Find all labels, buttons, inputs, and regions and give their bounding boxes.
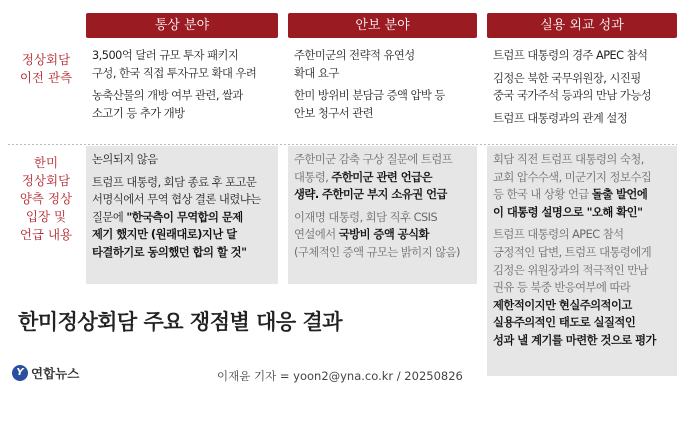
row-label-before: 정상회담 이전 관측: [19, 52, 73, 85]
cell-paragraph: 김정은 북한 국무위원장, 시진핑 중국 국가주석 등과의 만남 가능성: [493, 71, 652, 103]
cell-before-diplomacy: [487, 42, 677, 142]
cell-paragraph: 주한미군 감축 구상 질문에 트럼프 대통령, 주한미군 관련 언급은 생략. 주한미군 부지 소유권 언급: [294, 153, 453, 202]
header-diplomacy: 실용 외교 성과: [487, 13, 677, 38]
cell-paragraph: 트럼프 대통령과의 관계 설정: [493, 111, 628, 125]
cell-paragraph: 주한미군의 전략적 유연성 확대 요구: [294, 49, 415, 80]
header-security: 안보 분야: [288, 13, 477, 38]
cell-paragraph: 3,500억 달러 규모 투자 패키지 구성, 한국 직접 투자규모 확대 우려: [92, 49, 257, 80]
credit-line: 이재윤 기자 = yoon2@yna.co.kr / 20250826: [217, 369, 463, 383]
cell-paragraph: 트럼프 대통령, 회담 종료 후 포고문 서명식에서 무역 협상 결론 내렸냐는 질문에 "한국측이 무역합의 문제 제기 했지만 (원래대로)지난 달 타결하기로 동의했던 합의 할 것": [92, 175, 261, 259]
logo-text: 연합뉴스: [31, 366, 80, 381]
cell-paragraph: 이재명 대통령, 회담 직후 CSIS 연설에서 국방비 증액 공식화 (구체적인 증액 규모는 밝히지 않음): [294, 210, 460, 259]
logo-icon: Y: [12, 365, 28, 381]
cell-before-security: [288, 42, 477, 142]
cell-summit-trade: [86, 146, 278, 284]
page-title: 한미정상회담 주요 쟁점별 대응 결과: [18, 310, 343, 334]
cell-paragraph: 회담 직전 트럼프 대통령의 숙청, 교회 압수수색, 미군기지 정보수집 등 한국 내 상황 언급 돌출 발언에 이 대통령 설명으로 "오해 확인": [493, 153, 652, 219]
cell-summit-security: [288, 146, 477, 284]
cell-paragraph: 트럼프 대통령의 APEC 참석 긍정적인 답변, 트럼프 대통령에게 김정은 위원장과의 적극적인 만남 권유 등 북중 반응여부에 따라 제한적이지만 현실주의적이고 실용주의적인 태도로 실질적인 성과 낼 계기를 마련한 것으로 평가: [493, 228, 656, 347]
row-label-summit: 한미 정상회담 양측 정상 입장 및 언급 내용: [19, 155, 73, 242]
cell-before-trade: [86, 42, 278, 142]
row-divider: [8, 144, 677, 145]
cell-paragraph: 농축산물의 개방 여부 관련, 쌀과 소고기 등 추가 개방: [92, 89, 243, 120]
cell-paragraph: 논의되지 않음: [92, 153, 158, 166]
yonhap-logo: [12, 364, 79, 382]
cell-summit-diplomacy: [487, 146, 677, 376]
header-trade: 통상 분야: [86, 13, 278, 38]
cell-paragraph: 한미 방위비 분담금 증액 압박 등 안보 청구서 관련: [294, 89, 445, 120]
cell-paragraph: 트럼프 대통령의 경주 APEC 참석: [493, 49, 648, 62]
